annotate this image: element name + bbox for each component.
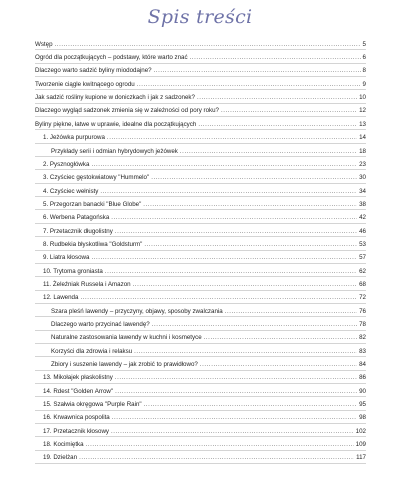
toc-entry-page-number: 57 — [359, 254, 366, 262]
dot-leader — [91, 162, 357, 168]
toc-entry-page-number: 68 — [359, 280, 366, 288]
toc-entry-page-number: 53 — [359, 240, 366, 248]
dot-leader — [151, 175, 357, 181]
toc-entry-label: 11. Żeleźniak Russela i Amazon — [43, 280, 131, 288]
toc-entry-page-number: 102 — [355, 427, 366, 435]
toc-entry[interactable] — [35, 397, 366, 410]
toc-entry[interactable] — [35, 130, 366, 143]
toc-entry-label: Ogród dla początkujących – podstawy, które warto znać — [35, 54, 188, 62]
toc-entry[interactable] — [35, 357, 366, 370]
dot-leader — [115, 389, 357, 395]
toc-entry-page-number: 46 — [359, 227, 366, 235]
toc-entry[interactable] — [35, 104, 366, 117]
toc-entry-page-number: 84 — [359, 361, 366, 368]
toc-entry-label: 7. Przetacznik długolistny — [43, 227, 113, 235]
toc-entry-label: Jak sadzić rośliny kupione w doniczkach i jak z sadzonek? — [35, 94, 195, 102]
toc-entry-label: Byliny piękne, łatwe w uprawie, idealne dla początkujących — [35, 120, 197, 128]
toc-entry-label: Korzyści dla zdrowia i relaksu — [51, 347, 133, 355]
table-of-contents — [35, 37, 366, 464]
toc-entry[interactable] — [35, 210, 366, 223]
toc-entry-label: Dlaczego warto sadzić byliny miododajne? — [35, 67, 152, 75]
toc-entry-label: 12. Lawenda — [43, 294, 79, 302]
toc-entry-page-number: 78 — [359, 320, 366, 328]
toc-entry-page-number: 12 — [359, 107, 366, 115]
toc-entry-label: 8. Rudbekia błyskotliwa "Goldsturm" — [43, 240, 143, 248]
dot-leader — [79, 455, 354, 461]
toc-entry[interactable] — [35, 437, 366, 450]
dot-leader — [197, 95, 357, 101]
toc-entry-label: 17. Przetacznik kłosowy — [43, 427, 110, 435]
dot-leader — [115, 375, 357, 381]
toc-entry[interactable] — [35, 184, 366, 197]
toc-entry[interactable] — [35, 304, 366, 317]
toc-entry[interactable] — [35, 224, 366, 237]
dot-leader — [221, 108, 357, 114]
dot-leader — [107, 135, 357, 141]
toc-entry[interactable] — [35, 451, 366, 464]
toc-entry[interactable] — [35, 411, 366, 424]
dot-leader — [111, 215, 357, 221]
toc-entry-page-number: 62 — [359, 267, 366, 275]
toc-entry-page-number: 90 — [359, 387, 366, 395]
toc-entry-page-number: 10 — [359, 94, 366, 102]
toc-entry-label: 5. Przegorzan banacki "Blue Globe" — [43, 200, 142, 208]
toc-entry-label: Wstęp — [35, 40, 53, 48]
toc-entry[interactable] — [35, 371, 366, 384]
toc-entry[interactable] — [35, 77, 366, 90]
toc-entry-page-number: 98 — [359, 414, 366, 422]
toc-entry[interactable] — [35, 317, 366, 330]
toc-entry-label: 4. Czyściec wełnisty — [43, 187, 99, 195]
toc-entry-label: Szara pleśń lawendy – przyczyny, objawy, sposoby zwalczania — [51, 307, 223, 315]
dot-leader — [200, 362, 357, 368]
toc-entry[interactable] — [35, 344, 366, 357]
toc-entry-page-number: 42 — [359, 214, 366, 222]
toc-entry-page-number: 109 — [355, 441, 366, 449]
toc-entry[interactable] — [35, 64, 366, 77]
dot-leader — [134, 349, 357, 355]
toc-entry-label: 9. Liatra kłosowa — [43, 254, 90, 262]
toc-entry[interactable] — [35, 50, 366, 63]
toc-entry-label: 15. Szałwia okręgowa "Purple Rain" — [43, 401, 142, 409]
toc-entry-label: 13. Mikołajek płaskolistny — [43, 374, 113, 382]
toc-entry-page-number: 18 — [359, 147, 366, 155]
dot-leader — [152, 322, 357, 328]
toc-entry-page-number: 82 — [359, 334, 366, 342]
toc-entry[interactable] — [35, 264, 366, 277]
toc-entry[interactable] — [35, 331, 366, 344]
toc-entry-page-number: 38 — [359, 200, 366, 208]
dot-leader — [55, 42, 361, 48]
toc-entry-label: Naturalne zastosowania lawendy w kuchni i kosmetyce — [51, 334, 202, 342]
toc-entry-page-number: 5 — [362, 40, 366, 48]
toc-entry-label: 14. Rdest "Golden Arrow" — [43, 387, 114, 395]
toc-entry[interactable] — [35, 291, 366, 304]
toc-entry-label: 16. Krwawnica pospolita — [43, 414, 110, 422]
toc-entry-page-number: 23 — [359, 160, 366, 168]
toc-entry[interactable] — [35, 251, 366, 264]
toc-entry-label: Zbiory i suszenie lawendy – jak zrobić to prawidłowo? — [51, 361, 198, 368]
toc-entry-page-number: 9 — [362, 80, 366, 88]
toc-entry[interactable] — [35, 384, 366, 397]
toc-entry-page-number: 76 — [359, 307, 366, 315]
dot-leader — [144, 242, 357, 248]
toc-entry[interactable] — [35, 90, 366, 103]
toc-entry[interactable] — [35, 237, 366, 250]
toc-entry-label: 18. Kocimiętka — [43, 441, 84, 449]
toc-entry[interactable] — [35, 277, 366, 290]
toc-entry[interactable] — [35, 170, 366, 183]
toc-entry-page-number: 13 — [359, 120, 366, 128]
toc-entry-label: 19. Dzielżan — [43, 454, 78, 462]
dot-leader — [133, 282, 358, 288]
toc-entry-label: Przykłady serii i odmian hybrydowych jeżówek — [51, 147, 178, 155]
dot-leader — [86, 442, 354, 448]
dot-leader — [143, 202, 357, 208]
toc-entry-page-number: 8 — [362, 67, 366, 75]
toc-entry-page-number: 72 — [359, 294, 366, 302]
toc-entry[interactable] — [35, 197, 366, 210]
toc-entry-page-number: 30 — [359, 174, 366, 182]
toc-entry-page-number: 95 — [359, 401, 366, 409]
toc-entry-page-number: 117 — [356, 454, 366, 462]
dot-leader — [100, 189, 357, 195]
toc-entry-page-number: 83 — [359, 347, 366, 355]
toc-entry-label: 10. Trytoma groniasta — [43, 267, 103, 275]
toc-entry-page-number: 34 — [359, 187, 366, 195]
dot-leader — [198, 122, 357, 128]
dot-leader — [111, 429, 354, 435]
toc-entry-label: 6. Werbena Patagońska — [43, 214, 110, 222]
dot-leader — [144, 402, 357, 408]
toc-entry-label: Dlaczego wygląd sadzonek zmienia się w zależności od pory roku? — [35, 107, 219, 115]
toc-entry[interactable] — [35, 144, 366, 157]
toc-entry[interactable] — [35, 157, 366, 170]
toc-entry[interactable] — [35, 117, 366, 130]
toc-entry-page-number: 6 — [362, 54, 366, 62]
toc-entry-label: 1. Jeżówka purpurowa — [43, 134, 105, 142]
dot-leader — [137, 82, 361, 88]
toc-entry-label: 2. Pysznogłówka — [43, 160, 90, 168]
toc-entry-page-number: 86 — [359, 374, 366, 382]
toc-entry-label: Tworzenie ciągle kwitnącego ogrodu — [35, 80, 135, 88]
dot-leader — [91, 255, 357, 261]
dot-leader — [154, 68, 361, 74]
toc-entry-label: Dlaczego warto przycinać lawendę? — [51, 320, 150, 328]
dot-leader — [180, 149, 357, 155]
dot-leader — [225, 309, 357, 315]
dot-leader — [112, 415, 357, 421]
dot-leader — [204, 335, 357, 341]
toc-entry-page-number: 14 — [359, 134, 366, 142]
dot-leader — [115, 229, 357, 235]
toc-entry[interactable] — [35, 424, 366, 437]
dot-leader — [105, 269, 357, 275]
toc-entry[interactable] — [35, 37, 366, 50]
toc-entry-label: 3. Czyściec gęstokwiatowy "Hummelo" — [43, 174, 150, 182]
dot-leader — [80, 295, 357, 301]
page-title: Spis treści — [147, 6, 253, 28]
dot-leader — [190, 55, 361, 61]
